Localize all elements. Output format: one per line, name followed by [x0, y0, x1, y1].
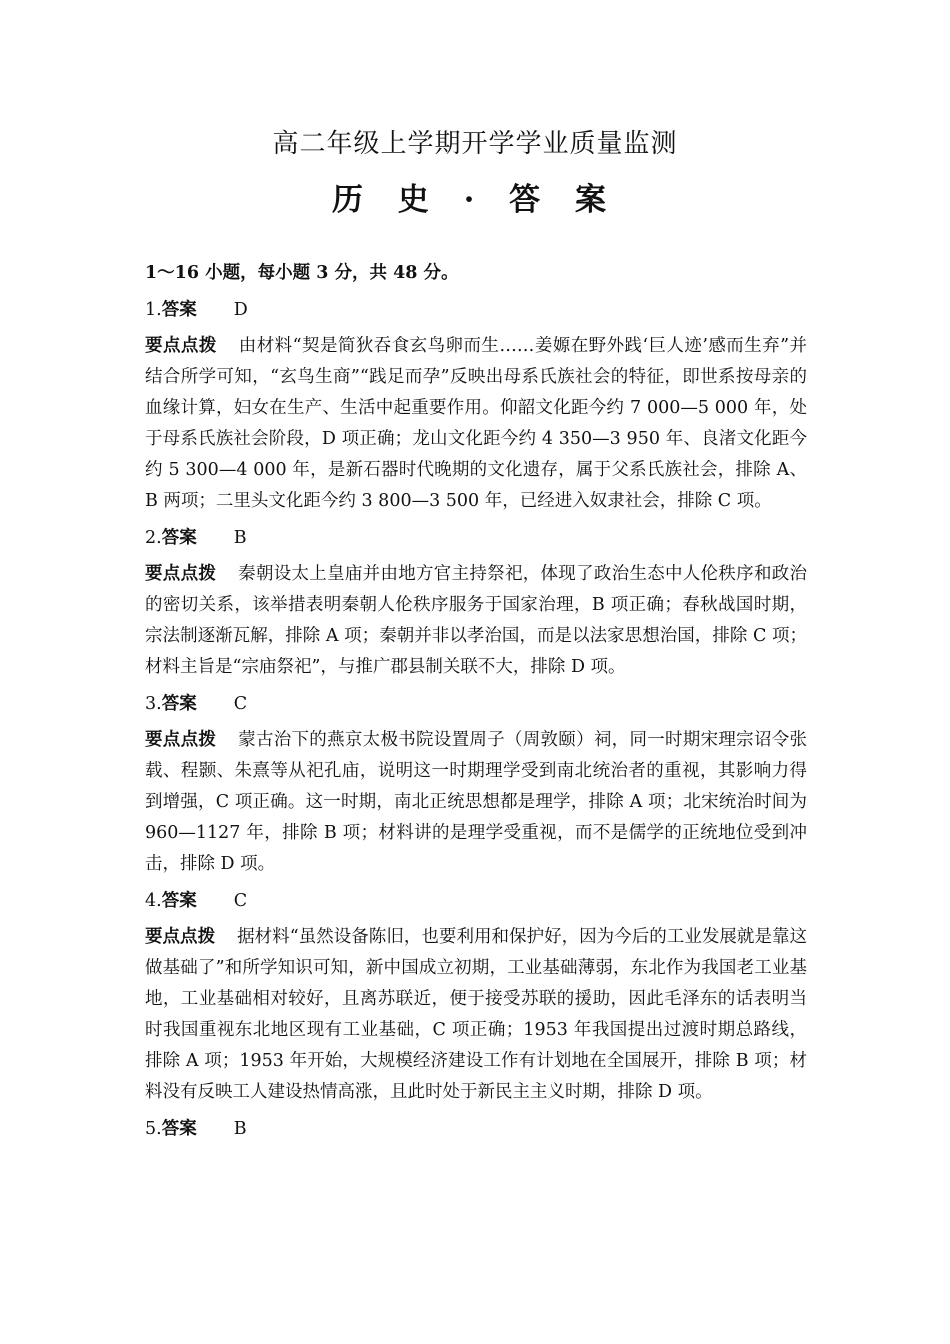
explanation-label: 要点点拨 — [145, 730, 217, 750]
question-number: 4. — [145, 891, 162, 911]
answer-label: 答案 — [161, 1119, 197, 1139]
page-subtitle: 历 史 · 答 案 — [332, 182, 618, 218]
explanation-text: 秦朝设太上皇庙并由地方官主持祭祀，体现了政治生态中人伦秩序和政治的密切关系，该举措表明秦朝人伦秩序服务于国家治理，B 项正确；春秋战国时期，宗法制逐渐瓦解，排除 A 项；秦朝并非以孝治国，而是以法家思想治国，排除 C 项；材料主旨是“宗庙祭祀”，与推广郡县制关联不大，排除 D 项。 — [145, 564, 808, 677]
question-number: 5. — [145, 1119, 162, 1139]
explanation-text: 由材料“契是简狄吞食玄鸟卵而生……姜嫄在野外践‘巨人迹’感而生弃”并结合所学可知，“玄鸟生商”“践足而孕”反映出母系氏族社会的特征，即世系按母亲的血缘计算，妇女在生产、生活中起重要作用。仰韶文化距今约 7 000—5 000 年，处于母系氏族社会阶段，D 项正确；龙山文化距今约 4 350—3 950 年、良渚文化距今约 5 300—4 000 年，是新石器时代晚期的文化遗存，属于父系氏族社会，排除 A、B 两项；二里头文化距今约 3 800—3 500 年，已经进入奴隶社会，排除 C 项。 — [145, 336, 807, 511]
page-title: 高二年级上学期开学学业质量监测 — [272, 129, 678, 159]
answer-label: 答案 — [161, 300, 197, 320]
section-intro: 1～16 小题，每小题 3 分，共 48 分。 — [145, 263, 459, 283]
answer-label: 答案 — [161, 694, 197, 714]
explanation-label: 要点点拨 — [145, 927, 216, 947]
answer-value: C — [233, 891, 248, 911]
answer-label: 答案 — [161, 891, 197, 911]
answer-value: B — [233, 1119, 247, 1139]
explanation-text: 蒙古治下的燕京太极书院设置周子（周敦颐）祠，同一时期宋理宗诏令张载、程颢、朱熹等从祀孔庙，说明这一时期理学受到南北统治者的重视，其影响力得到增强，C 项正确。这一时期，南北正统思想都是理学，排除 A 项；北宋统治时间为 960—1127 年，排除 B 项；材料讲的是理学受重视，而不是儒学的正统地位受到冲击，排除 D 项。 — [145, 730, 808, 874]
answer-line-q1 — [145, 295, 807, 326]
explanation-q1 — [145, 331, 807, 517]
answer-line-q3 — [145, 689, 807, 720]
answer-value: D — [233, 300, 248, 320]
explanation-q3 — [145, 725, 807, 880]
explanation-label: 要点点拨 — [145, 336, 217, 356]
explanation-q2 — [145, 559, 807, 683]
answer-label: 答案 — [161, 528, 197, 548]
answer-line-q5 — [145, 1114, 807, 1145]
question-number: 2. — [145, 528, 162, 548]
answer-line-q4 — [145, 886, 807, 917]
explanation-text: 据材料“虽然设备陈旧，也要利用和保护好，因为今后的工业发展就是靠这做基础了”和所学知识可知，新中国成立初期，工业基础薄弱，东北作为我国老工业基地，工业基础相对较好，且离苏联近，便于接受苏联的援助，因此毛泽东的话表明当时我国重视东北地区现有工业基础，C 项正确；1953 年我国提出过渡时期总路线，排除 A 项；1953 年开始，大规模经济建设工作有计划地在全国展开，排除 B 项；材料没有反映工人建设热情高涨，且此时处于新民主主义时期，排除 D 项。 — [145, 927, 807, 1102]
answer-value: C — [233, 694, 248, 714]
question-number: 3. — [145, 694, 162, 714]
explanation-q4 — [145, 922, 807, 1108]
question-number: 1. — [145, 300, 162, 320]
answer-value: B — [233, 528, 247, 548]
explanation-label: 要点点拨 — [145, 564, 217, 584]
answer-content — [145, 258, 807, 1150]
answer-line-q2 — [145, 523, 807, 554]
